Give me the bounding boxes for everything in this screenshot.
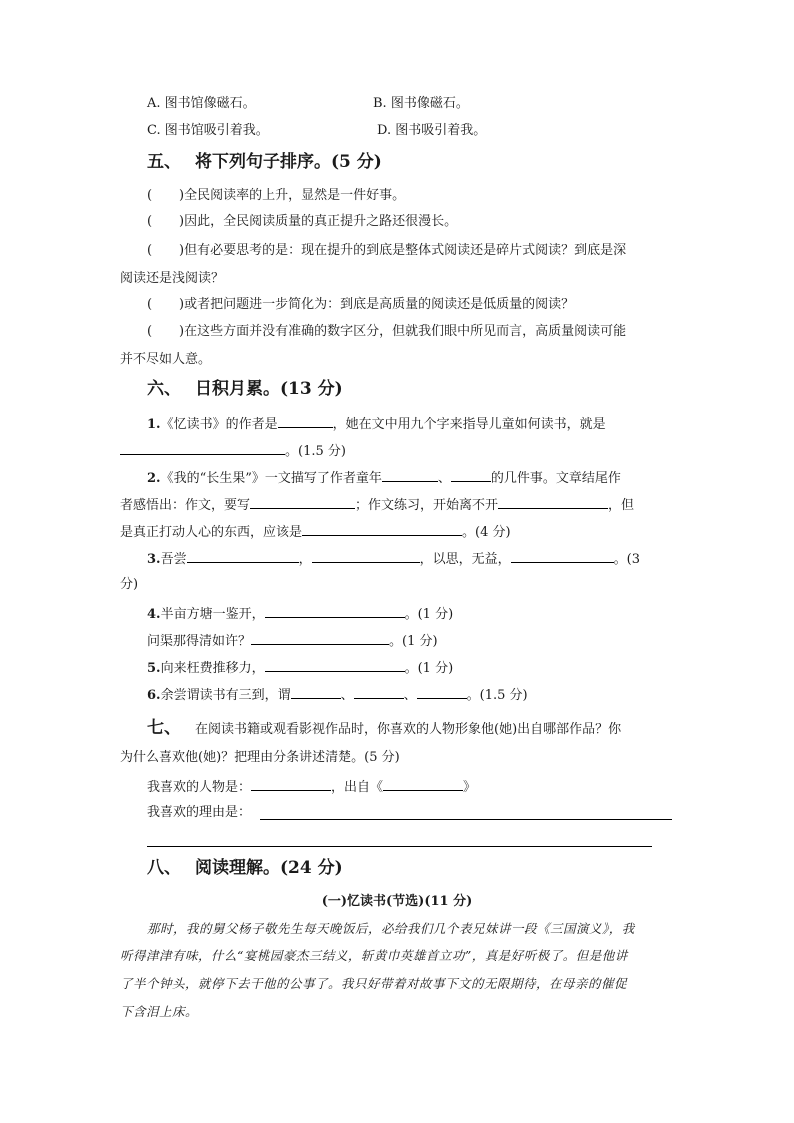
blank-input[interactable] [417, 685, 467, 699]
s6-q2-line1: 2.《我的“长生果”》一文描写了作者童年 、 的几件事。文章结尾作 [147, 468, 621, 488]
s6-q6: 6.余尝谓读书有三到，谓 、 、 。(1.5 分) [147, 685, 528, 705]
section7-number: 七、 [147, 718, 181, 738]
section5-item-3: ( )但有必要思考的是：现在提升的到底是整体式阅读还是碎片式阅读？到底是深 [147, 243, 627, 258]
s6-q2-line3: 是真正打动人心的东西，应该是 。(4 分) [120, 522, 511, 542]
blank-input[interactable] [250, 495, 355, 509]
s6-q5: 5.向来枉费推移力， 。(1 分) [147, 658, 453, 678]
passage-line-4: 下含泪上床。 [120, 1004, 199, 1019]
section5-number: 五、 [147, 152, 181, 172]
blank-input[interactable] [382, 468, 438, 482]
blank-input[interactable] [120, 441, 285, 455]
option-d: D. 图书吸引着我。 [377, 123, 487, 138]
blank-input[interactable] [511, 549, 614, 563]
character-input[interactable] [251, 777, 331, 791]
section7-person: 我喜欢的人物是： ，出自《 》 [147, 777, 476, 797]
s6-q3-line1: 3.吾尝 ， ，以思，无益， 。(3 [147, 549, 640, 569]
section7-line2: 为什么喜欢他(她)？把理由分条讲述清楚。(5 分) [120, 750, 400, 765]
section5-item-3-cont: 阅读还是浅阅读？ [120, 271, 225, 286]
section5-title: 将下列句子排序。(5 分) [195, 152, 382, 172]
section8-heading [147, 857, 343, 879]
s6-q1-line1: 1.《忆读书》的作者是 ，她在文中用九个字来指导儿童如何读书，就是 [147, 414, 606, 434]
section7-reason-label: 我喜欢的理由是： [147, 805, 252, 820]
blank-input[interactable] [265, 604, 405, 618]
section6-heading [147, 378, 343, 400]
section5-item-5-cont: 并不尽如人意。 [120, 352, 212, 367]
section7-prompt: 在阅读书籍或观看影视作品时，你喜欢的人物形象他(她)出自哪部作品？你 [195, 722, 622, 737]
blank-input[interactable] [312, 549, 420, 563]
section6-title: 日积月累。(13 分) [195, 379, 343, 399]
section5-item-4: ( )或者把问题进一步简化为：到底是高质量的阅读还是低质量的阅读？ [147, 297, 575, 312]
s6-q4-line2: 问渠那得清如许？ 。(1 分) [147, 631, 438, 651]
source-work-input[interactable] [383, 777, 463, 791]
option-c: C. 图书馆吸引着我。 [147, 123, 269, 138]
blank-input[interactable] [498, 495, 608, 509]
section8-title: 阅读理解。(24 分) [195, 858, 343, 878]
passage-line-1: 那时，我的舅父杨子敬先生每天晚饭后，必给我们几个表兄妹讲一段《三国演义》，我 [147, 921, 635, 936]
section5-item-1: ( )全民阅读率的上升，显然是一件好事。 [147, 188, 406, 203]
option-b: B. 图书像磁石。 [373, 96, 469, 111]
blank-input[interactable] [451, 468, 491, 482]
blank-input[interactable] [302, 522, 462, 536]
section5-item-2: ( )因此，全民阅读质量的真正提升之路还很漫长。 [147, 214, 458, 229]
blank-input[interactable] [278, 414, 333, 428]
blank-input[interactable] [291, 685, 341, 699]
section5-heading [147, 151, 382, 173]
s6-q1-line2: 。(1.5 分) [120, 441, 346, 461]
section7-line1 [147, 717, 621, 739]
blank-input[interactable] [354, 685, 404, 699]
reason-answer-line-1[interactable] [260, 819, 672, 820]
option-a: A. 图书馆像磁石。 [147, 96, 256, 111]
section6-number: 六、 [147, 379, 181, 399]
blank-input[interactable] [265, 658, 405, 672]
s6-q2-line2: 者感悟出：作文，要写 ；作文练习，开始离不开 ，但 [120, 495, 634, 515]
blank-input[interactable] [251, 631, 389, 645]
section8-number: 八、 [147, 858, 181, 878]
passage-line-2: 听得津津有味，什么“宴桃园豪杰三结义，斩黄巾英雄首立功”，真是好听极了。但是他讲 [120, 948, 628, 963]
blank-input[interactable] [187, 549, 299, 563]
s6-q4-line1: 4.半亩方塘一鉴开， 。(1 分) [147, 604, 453, 624]
s6-q3-line2: 分) [120, 577, 139, 592]
passage-subtitle: (一)忆读书(节选)(11 分) [321, 894, 473, 909]
passage-line-3: 了半个钟头，就停下去干他的公事了。我只好带着对故事下文的无限期待，在母亲的催促 [120, 976, 628, 991]
reason-answer-line-2[interactable] [147, 846, 652, 847]
section5-item-5: ( )在这些方面并没有准确的数字区分，但就我们眼中所见而言，高质量阅读可能 [147, 324, 627, 339]
